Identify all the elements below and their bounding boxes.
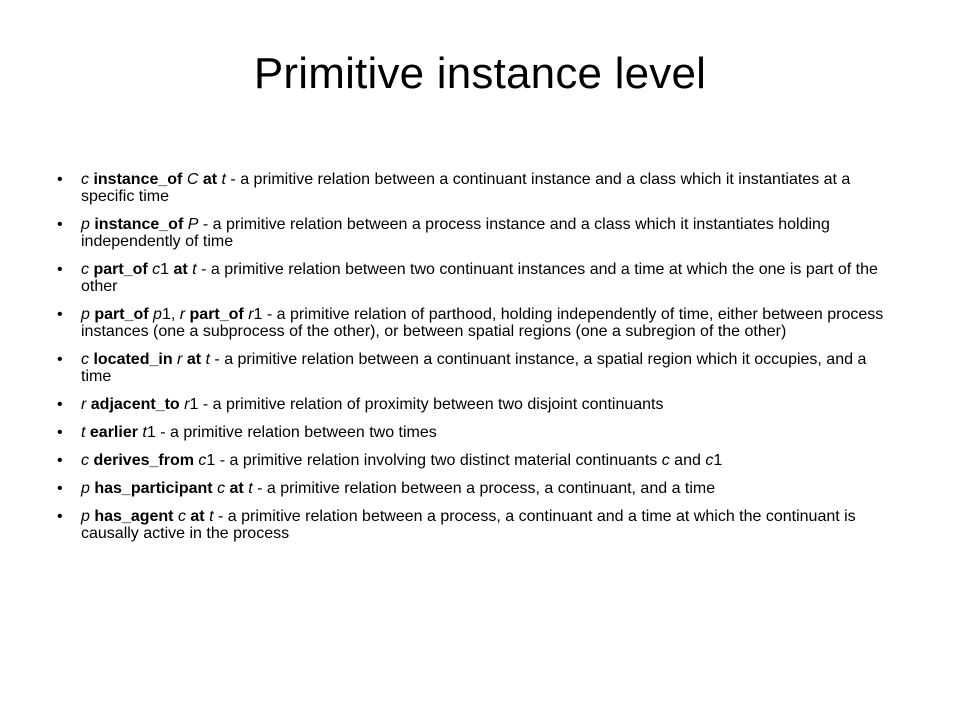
italic-variable: t	[192, 261, 197, 278]
italic-variable: t	[205, 351, 210, 368]
italic-variable: r	[177, 351, 183, 368]
bullet-text	[81, 261, 897, 295]
bullet-item	[57, 480, 897, 497]
italic-variable: c	[81, 452, 89, 469]
bullet-text	[81, 306, 897, 340]
relation-name: at	[190, 508, 205, 525]
italic-variable: c	[81, 351, 89, 368]
slide-title: Primitive instance level	[253, 49, 707, 98]
bullet-item	[57, 396, 897, 413]
bullet-text	[81, 351, 897, 385]
plain-text: - a primitive relation between two continuant instances and a time at which the one is part of the other	[81, 261, 878, 295]
relation-name: part_of	[189, 306, 244, 323]
plain-text: 1	[160, 261, 174, 278]
relation-name: instance_of	[94, 216, 184, 233]
relation-name: at	[186, 351, 202, 368]
bullet-text	[81, 216, 897, 250]
bullet-marker: •	[57, 508, 63, 525]
bullet-text	[81, 424, 897, 441]
bullet-item	[57, 306, 897, 340]
bullet-text	[81, 452, 897, 469]
italic-variable: c	[81, 171, 89, 188]
bullet-marker: •	[57, 480, 63, 497]
plain-text: - a primitive relation between a continuant instance and a class which it instantiates at a specific time	[81, 171, 851, 205]
bullet-marker: •	[57, 396, 63, 413]
bullet-text	[81, 171, 897, 205]
italic-variable: t	[248, 480, 253, 497]
italic-variable: p	[81, 480, 90, 497]
italic-variable: r	[81, 396, 87, 413]
bullet-item	[57, 216, 897, 250]
italic-variable: c	[705, 452, 714, 469]
plain-text: and	[669, 452, 706, 469]
plain-text: - a primitive relation between a continuant instance, a spatial region which it occupies, and a time	[81, 351, 867, 385]
bullet-list	[57, 171, 897, 553]
plain-text: 1 - a primitive relation of proximity between two disjoint continuants	[189, 396, 664, 413]
italic-variable: r	[184, 396, 190, 413]
bullet-marker: •	[57, 306, 63, 323]
bullet-item	[57, 424, 897, 441]
bullet-item	[57, 261, 897, 295]
italic-variable: p	[81, 508, 90, 525]
bullet-marker: •	[57, 171, 63, 188]
bullet-item	[57, 351, 897, 385]
bullet-text	[81, 480, 897, 497]
italic-variable: t	[209, 508, 214, 525]
relation-name: has_participant	[94, 480, 213, 497]
italic-variable: p	[153, 306, 162, 323]
italic-variable: t	[81, 424, 86, 441]
bullet-item	[57, 452, 897, 469]
relation-name: at	[229, 480, 244, 497]
italic-variable: c	[177, 508, 186, 525]
italic-variable: P	[187, 216, 199, 233]
plain-text: 1,	[161, 306, 180, 323]
italic-variable: p	[81, 306, 90, 323]
relation-name: has_agent	[94, 508, 174, 525]
relation-name: adjacent_to	[90, 396, 180, 413]
bullet-item	[57, 508, 897, 542]
italic-variable: c	[661, 452, 670, 469]
plain-text: 1 - a primitive relation between two times	[146, 424, 437, 441]
relation-name: located_in	[93, 351, 173, 368]
relation-name: part_of	[94, 306, 149, 323]
italic-variable: c	[152, 261, 161, 278]
bullet-marker: •	[57, 216, 63, 233]
italic-variable: c	[81, 261, 89, 278]
italic-variable: t	[221, 171, 226, 188]
bullet-text	[81, 508, 897, 542]
bullet-text	[81, 396, 897, 413]
relation-name: at	[202, 171, 218, 188]
relation-name: earlier	[89, 424, 138, 441]
relation-name: part_of	[93, 261, 148, 278]
bullet-item	[57, 171, 897, 205]
bullet-marker: •	[57, 261, 63, 278]
relation-name: derives_from	[93, 452, 194, 469]
italic-variable: p	[81, 216, 90, 233]
plain-text: 1	[713, 452, 723, 469]
plain-text: - a primitive relation between a process, a continuant, and a time	[252, 480, 716, 497]
plain-text: 1 - a primitive relation involving two distinct material continuants	[206, 452, 662, 469]
relation-name: at	[173, 261, 188, 278]
relation-name: instance_of	[93, 171, 183, 188]
italic-variable: t	[142, 424, 147, 441]
plain-text: - a primitive relation between a process instance and a class which it instantiates holding independently of time	[81, 216, 830, 250]
bullet-marker: •	[57, 452, 63, 469]
italic-variable: c	[217, 480, 226, 497]
italic-variable: r	[248, 306, 254, 323]
bullet-marker: •	[57, 351, 63, 368]
italic-variable: c	[198, 452, 207, 469]
plain-text: - a primitive relation between a process, a continuant and a time at which the continuant is causally active in the process	[81, 508, 856, 542]
italic-variable: r	[179, 306, 186, 323]
bullet-marker: •	[57, 424, 63, 441]
plain-text: 1 - a primitive relation of parthood, holding independently of time, either between process instances (one a subprocess of the other), or between spatial regions (one a subregion of the other)	[81, 306, 884, 340]
italic-variable: C	[186, 171, 199, 188]
